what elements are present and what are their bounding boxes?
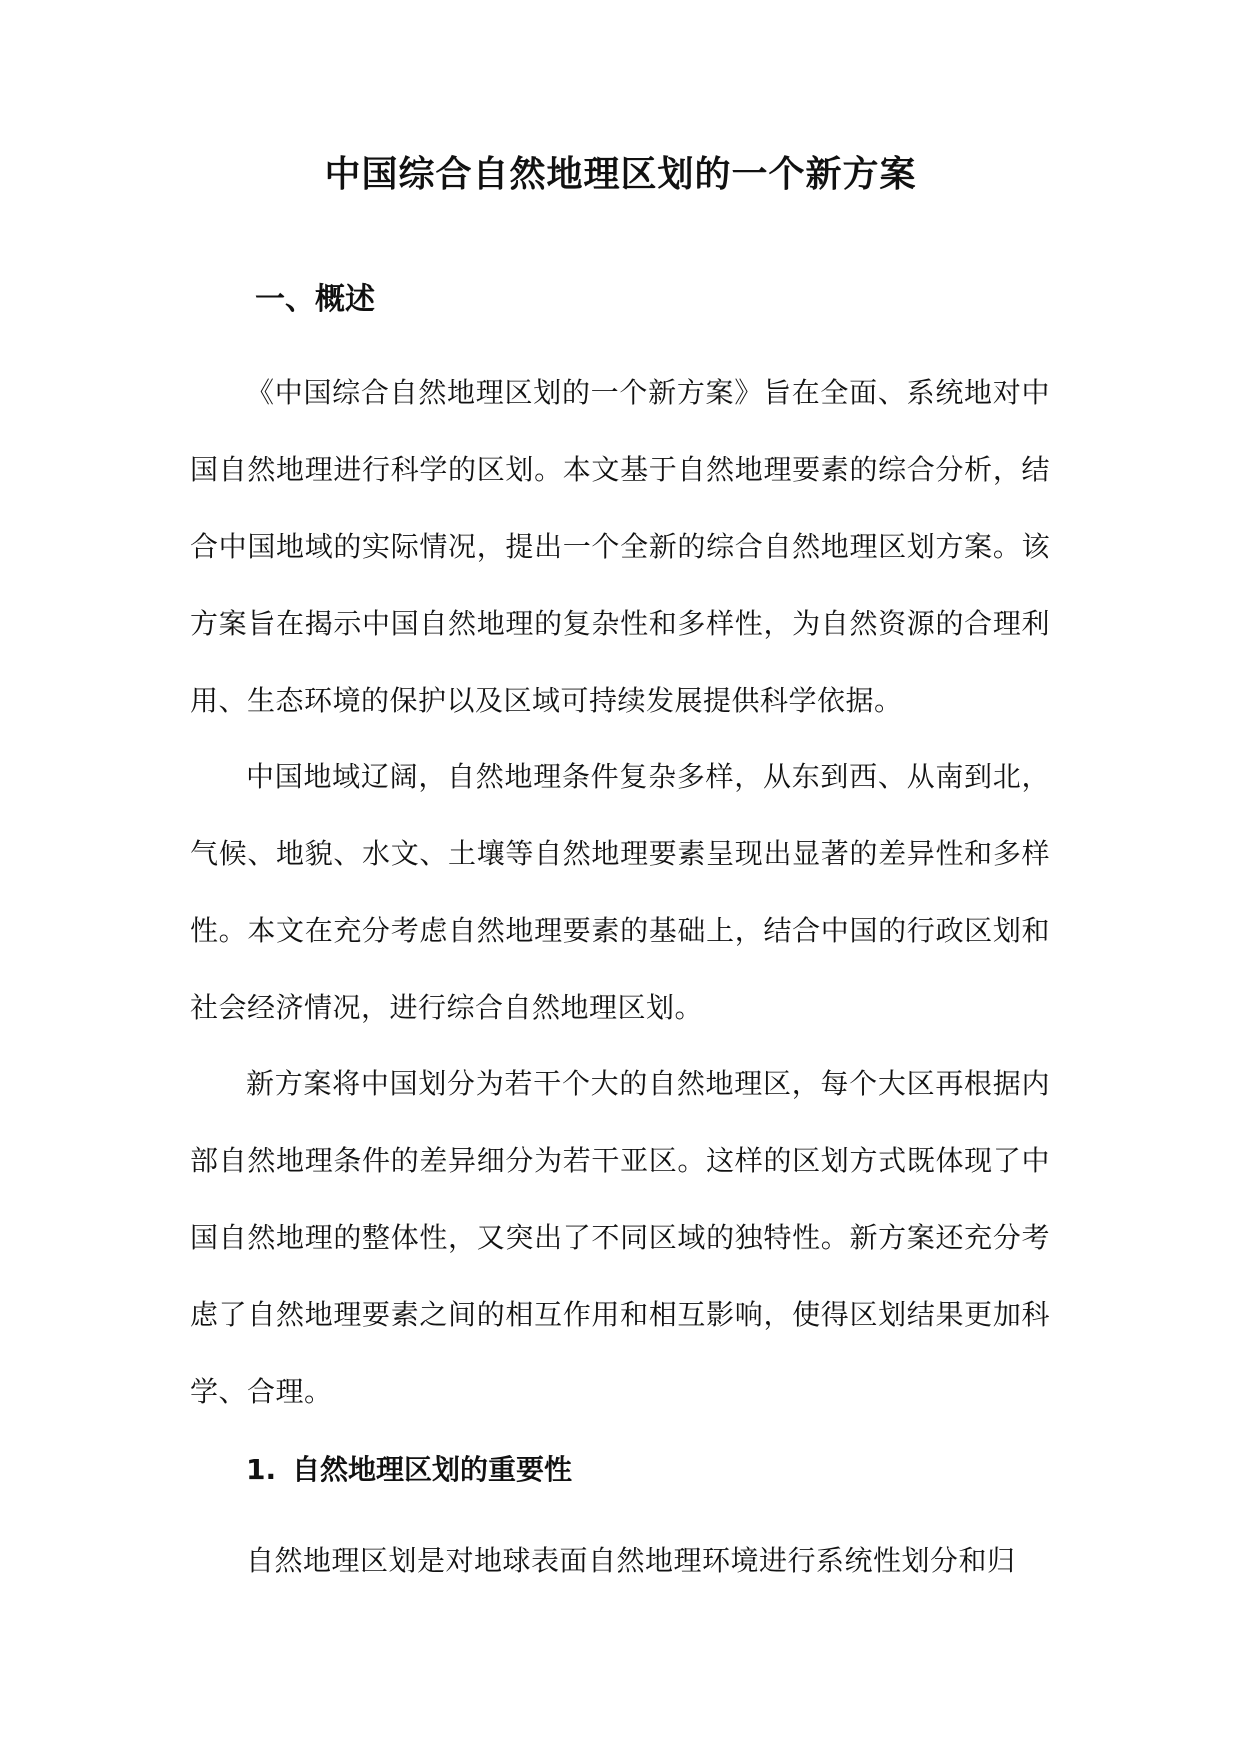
document-title: 中国综合自然地理区划的一个新方案 [324,154,917,195]
subsection-heading [246,1450,572,1490]
paragraph-1: 《中国综合自然地理区划的一个新方案》旨在全面、系统地对中国自然地理进行科学的区划。本文基于自然地理要素的综合分析，结合中国地域的实际情况，提出一个全新的综合自然地理区划方案。该方案旨在揭示中国自然地理的复杂性和多样性，为自然资源的合理利用、生态环境的保护以及区域可持续发展提供科学依据。 [190,376,1050,717]
paragraph-3: 新方案将中国划分为若干个大的自然地理区，每个大区再根据内部自然地理条件的差异细分为若干亚区。这样的区划方式既体现了中国自然地理的整体性，又突出了不同区域的独特性。新方案还充分考虑了自然地理要素之间的相互作用和相互影响，使得区划结果更加科学、合理。 [190,1067,1050,1408]
paragraph-2: 中国地域辽阔，自然地理条件复杂多样，从东到西、从南到北，气候、地貌、水文、土壤等自然地理要素呈现出显著的差异性和多样性。本文在充分考虑自然地理要素的基础上，结合中国的行政区划和社会经济情况，进行综合自然地理区划。 [190,760,1050,1024]
subsection-number: 1. [246,1453,277,1486]
subsection-title: 自然地理区划的重要性 [292,1453,573,1486]
section-heading: 一、概述 [255,282,375,317]
paragraph-4: 自然地理区划是对地球表面自然地理环境进行系统性划分和归 [246,1544,1016,1577]
